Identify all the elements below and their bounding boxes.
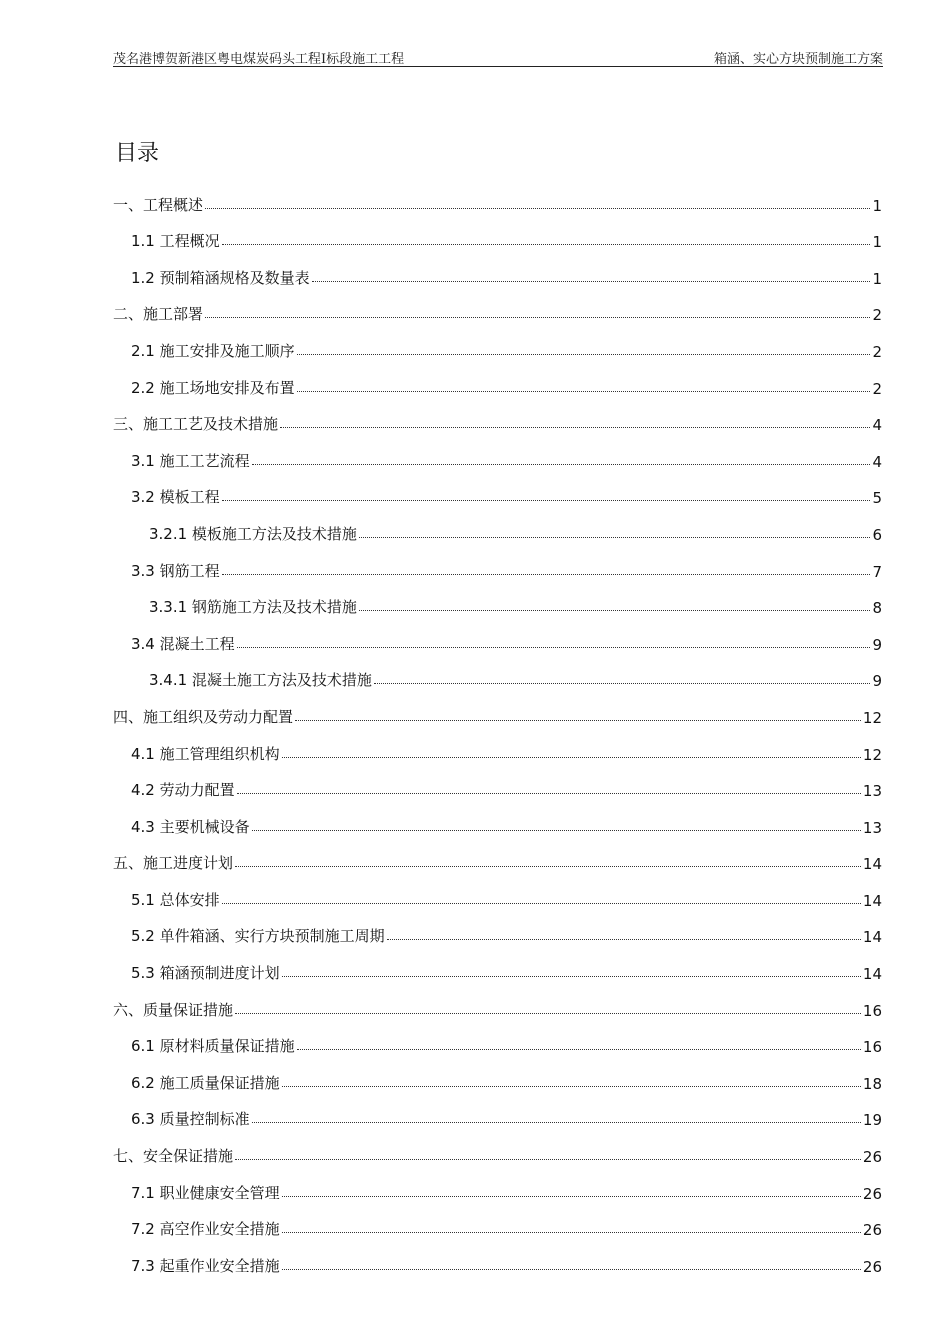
toc-leader-dots (295, 719, 861, 721)
toc-entry-page-number[interactable]: 12 (862, 745, 882, 764)
toc-entry[interactable] (113, 873, 882, 910)
toc-entry[interactable] (113, 471, 882, 508)
toc-entry-label[interactable]: 6.1 原材料质量保证措施 (131, 1037, 295, 1056)
toc-entry-page-number[interactable]: 1 (872, 233, 882, 252)
toc-entry[interactable] (113, 1020, 882, 1057)
toc-entry-label[interactable]: 6.3 质量控制标准 (131, 1110, 250, 1129)
toc-entry-page-number[interactable]: 4 (872, 416, 882, 435)
header-project-title: 茂名港博贺新港区粤电煤炭码头工程Ⅰ标段施工工程 (113, 52, 405, 67)
toc-entry-page-number[interactable]: 14 (862, 928, 882, 947)
toc-entry[interactable] (113, 837, 882, 874)
toc-entry[interactable] (113, 581, 882, 618)
toc-leader-dots (205, 207, 870, 209)
toc-entry[interactable] (113, 690, 882, 727)
toc-entry-label[interactable]: 5.3 箱涵预制进度计划 (131, 964, 280, 983)
toc-entry-label[interactable]: 四、施工组织及劳动力配置 (113, 707, 294, 726)
toc-leader-dots (222, 902, 861, 904)
page-header (113, 48, 883, 67)
toc-entry[interactable] (113, 1203, 882, 1240)
toc-entry[interactable] (113, 1056, 882, 1093)
toc-leader-dots (282, 756, 861, 758)
toc-leader-dots (282, 1231, 861, 1233)
toc-leader-dots (222, 499, 871, 501)
toc-entry-page-number[interactable]: 13 (862, 782, 882, 801)
toc-entry-label[interactable]: 1.1 工程概况 (131, 232, 220, 251)
toc-leader-dots (222, 573, 871, 575)
toc-entry-page-number[interactable]: 7 (872, 562, 882, 581)
toc-entry-page-number[interactable]: 26 (862, 1221, 882, 1240)
header-document-title: 箱涵、实心方块预制施工方案 (713, 52, 883, 67)
toc-leader-dots (374, 682, 871, 684)
toc-entry-label[interactable]: 三、施工工艺及技术措施 (113, 415, 279, 434)
toc-entry[interactable] (113, 727, 882, 764)
toc-entry[interactable] (113, 324, 882, 361)
toc-entry-label[interactable]: 2.1 施工安排及施工顺序 (131, 341, 295, 360)
toc-entry-label[interactable]: 3.3 钢筋工程 (131, 561, 220, 580)
toc-entry-page-number[interactable]: 9 (872, 672, 882, 691)
toc-entry-label[interactable]: 6.2 施工质量保证措施 (131, 1073, 280, 1092)
toc-entry[interactable] (113, 1166, 882, 1203)
toc-entry-label[interactable]: 3.4.1 混凝土施工方法及技术措施 (149, 671, 372, 690)
toc-entry-page-number[interactable]: 14 (862, 965, 882, 984)
toc-entry[interactable] (113, 1093, 882, 1130)
toc-entry-page-number[interactable]: 26 (862, 1184, 882, 1203)
toc-entry[interactable] (113, 1129, 882, 1166)
toc-entry-label[interactable]: 1.2 预制箱涵规格及数量表 (131, 268, 310, 287)
toc-entry[interactable] (113, 1239, 882, 1276)
toc-entry[interactable] (113, 983, 882, 1020)
toc-entry-label[interactable]: 4.2 劳动力配置 (131, 781, 235, 800)
toc-entry-page-number[interactable]: 2 (872, 379, 882, 398)
toc-leader-dots (297, 390, 871, 392)
toc-entry-page-number[interactable]: 16 (862, 1001, 882, 1020)
toc-entry[interactable] (113, 764, 882, 801)
toc-entry-page-number[interactable]: 2 (872, 342, 882, 361)
toc-entry-page-number[interactable]: 19 (862, 1111, 882, 1130)
toc-entry-label[interactable]: 7.2 高空作业安全措施 (131, 1220, 280, 1239)
toc-entry[interactable] (113, 398, 882, 435)
table-of-contents (113, 178, 882, 1276)
toc-entry[interactable] (113, 178, 882, 215)
toc-entry-page-number[interactable]: 12 (862, 708, 882, 727)
toc-entry-page-number[interactable]: 26 (862, 1257, 882, 1276)
toc-entry-label[interactable]: 3.3.1 钢筋施工方法及技术措施 (149, 598, 357, 617)
toc-leader-dots (312, 280, 871, 282)
toc-entry-page-number[interactable]: 9 (872, 635, 882, 654)
toc-entry-page-number[interactable]: 14 (862, 855, 882, 874)
toc-entry-label[interactable]: 2.2 施工场地安排及布置 (131, 378, 295, 397)
toc-leader-dots (252, 463, 871, 465)
toc-leader-dots (387, 938, 861, 940)
toc-entry-page-number[interactable]: 6 (872, 525, 882, 544)
toc-entry[interactable] (113, 215, 882, 252)
toc-entry-label[interactable]: 3.4 混凝土工程 (131, 634, 235, 653)
toc-leader-dots (237, 792, 861, 794)
toc-leader-dots (282, 1085, 861, 1087)
toc-entry[interactable] (113, 654, 882, 691)
toc-leader-dots (359, 536, 871, 538)
toc-entry-label[interactable]: 5.1 总体安排 (131, 890, 220, 909)
toc-leader-dots (297, 353, 871, 355)
toc-entry-page-number[interactable]: 26 (862, 1148, 882, 1167)
toc-entry-label[interactable]: 7.3 起重作业安全措施 (131, 1256, 280, 1275)
toc-entry[interactable] (113, 544, 882, 581)
toc-leader-dots (252, 1121, 861, 1123)
toc-entry-page-number[interactable]: 1 (872, 269, 882, 288)
toc-entry[interactable] (113, 361, 882, 398)
toc-entry[interactable] (113, 946, 882, 983)
toc-entry-label[interactable]: 一、工程概述 (113, 195, 204, 214)
toc-entry[interactable] (113, 800, 882, 837)
toc-entry[interactable] (113, 910, 882, 947)
toc-entry-label[interactable]: 4.1 施工管理组织机构 (131, 744, 280, 763)
toc-leader-dots (237, 646, 871, 648)
toc-leader-dots (282, 1195, 861, 1197)
toc-title: 目录 (115, 141, 160, 166)
toc-entry-label[interactable]: 五、施工进度计划 (113, 854, 234, 873)
toc-entry-label[interactable]: 六、质量保证措施 (113, 1000, 234, 1019)
toc-entry-page-number[interactable]: 16 (862, 1038, 882, 1057)
toc-entry[interactable] (113, 288, 882, 325)
toc-entry-page-number[interactable]: 5 (872, 489, 882, 508)
toc-entry[interactable] (113, 617, 882, 654)
toc-leader-dots (359, 609, 871, 611)
toc-entry-page-number[interactable]: 18 (862, 1074, 882, 1093)
toc-leader-dots (235, 865, 861, 867)
toc-leader-dots (235, 1158, 861, 1160)
toc-leader-dots (222, 243, 871, 245)
toc-leader-dots (282, 975, 861, 977)
toc-entry-label[interactable]: 七、安全保证措施 (113, 1147, 234, 1166)
toc-entry-label[interactable]: 3.2 模板工程 (131, 488, 220, 507)
toc-entry-page-number[interactable]: 2 (872, 306, 882, 325)
toc-leader-dots (235, 1012, 861, 1014)
toc-entry-label[interactable]: 3.2.1 模板施工方法及技术措施 (149, 524, 357, 543)
toc-leader-dots (252, 829, 861, 831)
toc-leader-dots (205, 316, 870, 318)
toc-entry-page-number[interactable]: 1 (872, 196, 882, 215)
toc-entry-label[interactable]: 二、施工部署 (113, 305, 204, 324)
toc-entry[interactable] (113, 251, 882, 288)
toc-entry[interactable] (113, 507, 882, 544)
toc-entry-label[interactable]: 4.3 主要机械设备 (131, 817, 250, 836)
toc-entry-label[interactable]: 7.1 职业健康安全管理 (131, 1183, 280, 1202)
toc-entry-page-number[interactable]: 8 (872, 599, 882, 618)
toc-leader-dots (282, 1268, 861, 1270)
toc-entry-label[interactable]: 3.1 施工工艺流程 (131, 451, 250, 470)
toc-entry-page-number[interactable]: 14 (862, 891, 882, 910)
toc-leader-dots (280, 426, 870, 428)
toc-entry-label[interactable]: 5.2 单件箱涵、实行方块预制施工周期 (131, 927, 385, 946)
toc-entry[interactable] (113, 434, 882, 471)
toc-leader-dots (297, 1048, 861, 1050)
toc-entry-page-number[interactable]: 13 (862, 818, 882, 837)
toc-entry-page-number[interactable]: 4 (872, 452, 882, 471)
